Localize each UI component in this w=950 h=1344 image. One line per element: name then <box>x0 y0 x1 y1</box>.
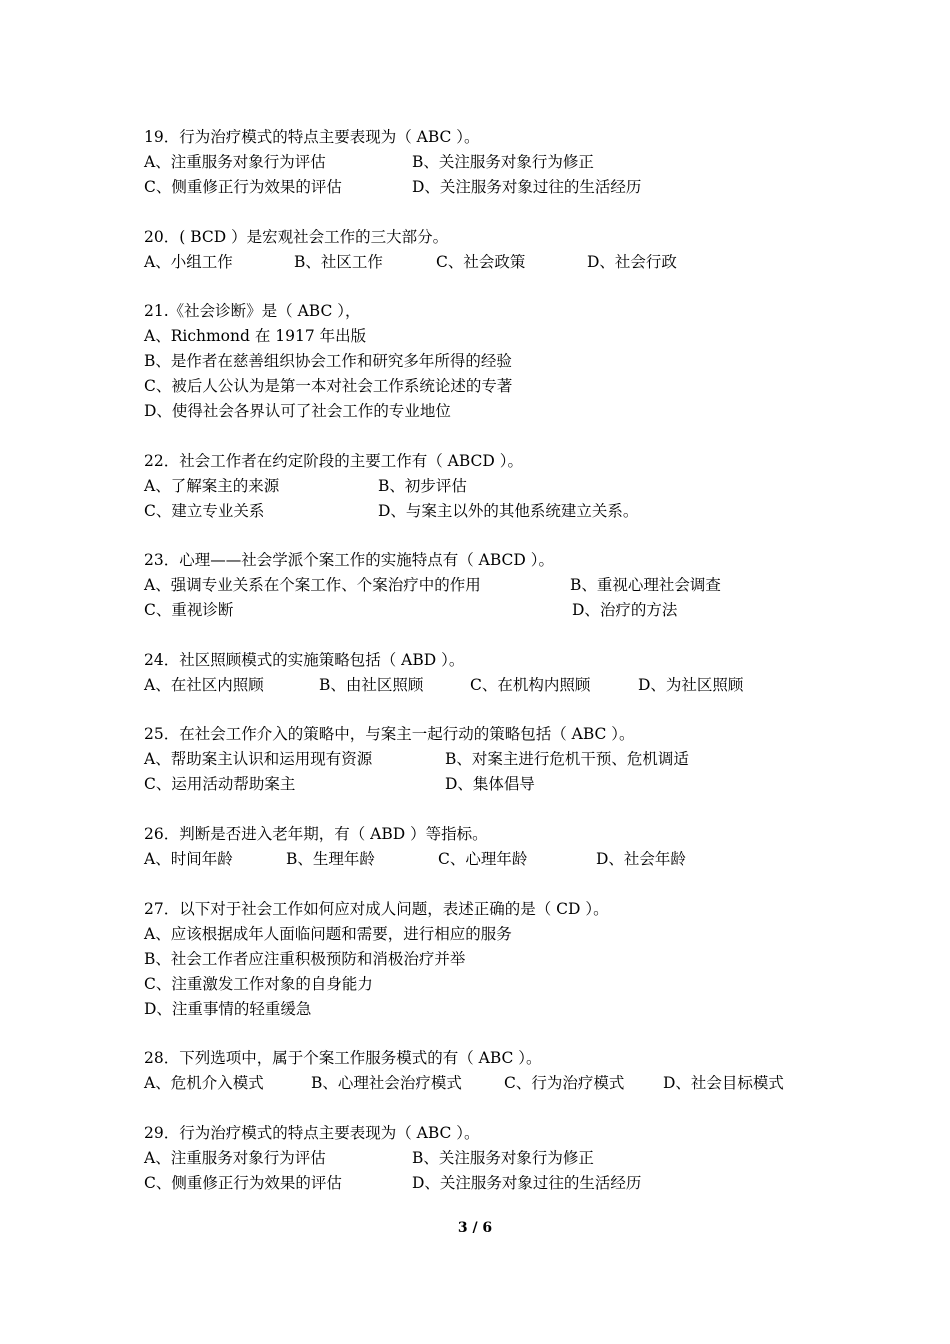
option-a: A、应该根据成年人面临问题和需要，进行相应的服务 <box>144 925 512 943</box>
option-row <box>144 1071 844 1096</box>
option-a: A、小组工作 <box>144 253 233 271</box>
option-c: C、重视诊断 <box>144 601 234 619</box>
question-stem: 24．社区照顾模式的实施策略包括（ ABD ）。 <box>144 651 465 669</box>
option-row <box>144 474 844 499</box>
option-row <box>144 150 844 175</box>
option-b: B、对案主进行危机干预、危机调适 <box>445 750 689 768</box>
option-row <box>144 598 844 623</box>
question-21 <box>144 299 844 424</box>
option-a: A、时间年龄 <box>144 850 233 868</box>
question-27 <box>144 897 844 1022</box>
option-c: C、心理年龄 <box>438 850 528 868</box>
option-d: D、社会行政 <box>587 253 677 271</box>
option-b: B、社会工作者应注重积极预防和消极治疗并举 <box>144 950 466 968</box>
option-d: D、社会年龄 <box>596 850 686 868</box>
question-19 <box>144 125 844 200</box>
question-stem: 26．判断是否进入老年期，有（ ABD ）等指标。 <box>144 825 488 843</box>
question-24 <box>144 648 844 698</box>
question-stem: 21.《社会诊断》是（ ABC ）， <box>144 302 361 320</box>
question-stem: 25．在社会工作介入的策略中，与案主一起行动的策略包括（ ABC ）。 <box>144 725 635 743</box>
question-stem: 29．行为治疗模式的特点主要表现为（ ABC ）。 <box>144 1124 480 1142</box>
option-b: B、关注服务对象行为修正 <box>412 1149 594 1167</box>
option-d: D、社会目标模式 <box>663 1074 784 1092</box>
option-c: C、被后人公认为是第一本对社会工作系统论述的专著 <box>144 377 513 395</box>
option-row <box>144 573 844 598</box>
option-row <box>144 1146 844 1171</box>
option-b: B、初步评估 <box>378 477 467 495</box>
question-stem: 28．下列选项中，属于个案工作服务模式的有（ ABC ）。 <box>144 1049 542 1067</box>
option-c: C、建立专业关系 <box>144 502 265 520</box>
question-stem: 23．心理——社会学派个案工作的实施特点有（ ABCD ）。 <box>144 551 554 569</box>
option-row <box>144 772 844 797</box>
question-22 <box>144 449 844 524</box>
option-a: A、了解案主的来源 <box>144 477 280 495</box>
question-29 <box>144 1121 844 1196</box>
option-row <box>144 747 844 772</box>
option-row <box>144 847 844 872</box>
option-row <box>144 499 844 524</box>
option-d: D、关注服务对象过往的生活经历 <box>412 178 642 196</box>
question-28 <box>144 1046 844 1096</box>
option-row <box>144 673 844 698</box>
option-b: B、是作者在慈善组织协会工作和研究多年所得的经验 <box>144 352 512 370</box>
option-c: C、行为治疗模式 <box>504 1074 625 1092</box>
option-b: B、关注服务对象行为修正 <box>412 153 594 171</box>
option-b: B、重视心理社会调查 <box>570 576 721 594</box>
question-stem: 19．行为治疗模式的特点主要表现为（ ABC ）。 <box>144 128 480 146</box>
option-d: D、关注服务对象过往的生活经历 <box>412 1174 642 1192</box>
option-row <box>144 250 844 275</box>
question-stem: 22．社会工作者在约定阶段的主要工作有（ ABCD ）。 <box>144 452 523 470</box>
option-a: A、强调专业关系在个案工作、个案治疗中的作用 <box>144 576 481 594</box>
option-d: D、集体倡导 <box>445 775 535 793</box>
option-c: C、在机构内照顾 <box>470 676 591 694</box>
option-a: A、在社区内照顾 <box>144 676 264 694</box>
option-a: A、注重服务对象行为评估 <box>144 153 326 171</box>
option-d: D、使得社会各界认可了社会工作的专业地位 <box>144 402 451 420</box>
option-b: B、心理社会治疗模式 <box>311 1074 462 1092</box>
option-b: B、由社区照顾 <box>319 676 424 694</box>
option-d: D、注重事情的轻重缓急 <box>144 1000 312 1018</box>
option-b: B、生理年龄 <box>286 850 375 868</box>
option-c: C、侧重修正行为效果的评估 <box>144 178 342 196</box>
option-row <box>144 175 844 200</box>
question-23 <box>144 548 844 623</box>
question-stem: 20．( BCD ）是宏观社会工作的三大部分。 <box>144 228 449 246</box>
option-a: A、Richmond 在 1917 年出版 <box>144 327 367 345</box>
option-b: B、社区工作 <box>294 253 383 271</box>
option-c: C、社会政策 <box>436 253 526 271</box>
page-number: 3 / 6 <box>457 1220 493 1236</box>
option-row <box>144 1171 844 1196</box>
question-25 <box>144 722 844 797</box>
question-stem: 27．以下对于社会工作如何应对成人问题，表述正确的是（ CD ）。 <box>144 900 609 918</box>
option-c: C、注重激发工作对象的自身能力 <box>144 975 373 993</box>
option-a: A、帮助案主认识和运用现有资源 <box>144 750 373 768</box>
option-a: A、危机介入模式 <box>144 1074 264 1092</box>
option-c: C、运用活动帮助案主 <box>144 775 296 793</box>
option-a: A、注重服务对象行为评估 <box>144 1149 326 1167</box>
option-d: D、治疗的方法 <box>572 601 678 619</box>
question-26 <box>144 822 844 872</box>
question-20 <box>144 225 844 275</box>
option-d: D、为社区照顾 <box>638 676 744 694</box>
option-d: D、与案主以外的其他系统建立关系。 <box>378 502 639 520</box>
option-c: C、侧重修正行为效果的评估 <box>144 1174 342 1192</box>
